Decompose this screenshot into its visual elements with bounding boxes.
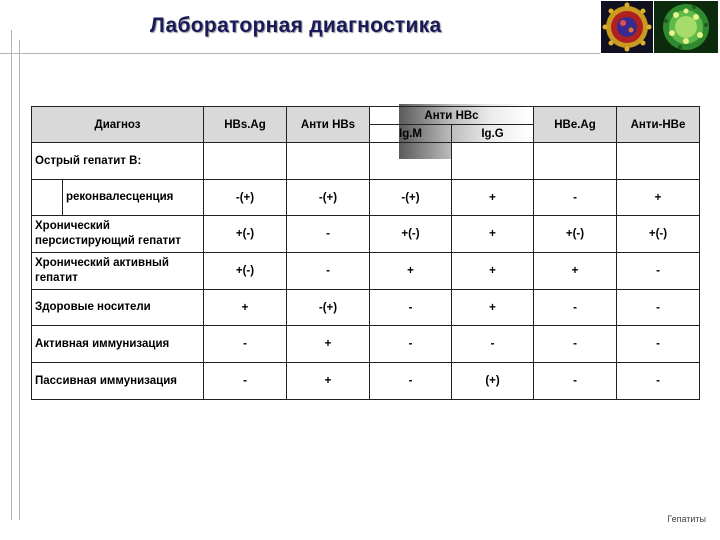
cell-anti-hbs: -(+) [287, 180, 370, 216]
cell-hbeag: - [534, 363, 617, 400]
cell-igg: + [452, 216, 534, 253]
slide-footer: Гепатиты [667, 514, 706, 524]
cell-igm: - [370, 363, 452, 400]
cell-igg: + [452, 290, 534, 326]
header-hbsag: HBs.Ag [204, 107, 287, 143]
cell-hbeag: - [534, 180, 617, 216]
cell-hbsag [204, 143, 287, 180]
cell-anti-hbe: + [617, 180, 700, 216]
row-label: Хронический персистирующий гепатит [32, 216, 204, 253]
slide-title: Лабораторная диагностика [150, 14, 442, 37]
cell-anti-hbe: - [617, 253, 700, 290]
header-igm: Ig.M [370, 125, 452, 143]
cell-igg: + [452, 180, 534, 216]
table-row [32, 143, 700, 180]
row-label: Хронический активный гепатит [32, 253, 204, 290]
table-row [32, 363, 700, 400]
row-label: Острый гепатит В: [32, 143, 204, 180]
cell-igm: - [370, 290, 452, 326]
cell-anti-hbe: - [617, 363, 700, 400]
cell-anti-hbe: - [617, 290, 700, 326]
cell-anti-hbe [617, 143, 700, 180]
header-anti-hbc: Анти HBc [370, 107, 534, 125]
header-anti-hbs: Анти HBs [287, 107, 370, 143]
header-igg: Ig.G [452, 125, 534, 143]
row-indent-spacer [32, 180, 63, 215]
cell-hbeag: - [534, 326, 617, 363]
cell-igg: + [452, 253, 534, 290]
cell-igg [452, 143, 534, 180]
table-row [32, 290, 700, 326]
cell-anti-hbe: - [617, 326, 700, 363]
cell-hbsag: +(-) [204, 216, 287, 253]
cell-hbeag [534, 143, 617, 180]
diagnostics-table [31, 106, 700, 400]
row-label [32, 180, 204, 216]
cell-igg: - [452, 326, 534, 363]
cell-hbsag: + [204, 290, 287, 326]
cell-anti-hbs: + [287, 326, 370, 363]
cell-igm [370, 143, 452, 180]
table-row [32, 326, 700, 363]
cell-igm: +(-) [370, 216, 452, 253]
virus-image-1 [601, 1, 653, 53]
cell-hbsag: -(+) [204, 180, 287, 216]
row-label: Здоровые носители [32, 290, 204, 326]
row-label-text: реконвалесценция [66, 191, 174, 203]
table-row [32, 253, 700, 290]
slide-vertical-rule-2 [19, 40, 20, 520]
cell-igm: -(+) [370, 180, 452, 216]
header-hbeag: HBe.Ag [534, 107, 617, 143]
cell-igm: - [370, 326, 452, 363]
cell-anti-hbs: -(+) [287, 290, 370, 326]
row-label: Активная иммунизация [32, 326, 204, 363]
cell-hbeag: + [534, 253, 617, 290]
cell-anti-hbs [287, 143, 370, 180]
cell-hbsag: - [204, 363, 287, 400]
cell-igm: + [370, 253, 452, 290]
cell-anti-hbs: + [287, 363, 370, 400]
cell-igg: (+) [452, 363, 534, 400]
table-row [32, 180, 700, 216]
row-label: Пассивная иммунизация [32, 363, 204, 400]
slide-vertical-rule-1 [11, 30, 12, 520]
cell-anti-hbe: +(-) [617, 216, 700, 253]
cell-hbsag: +(-) [204, 253, 287, 290]
cell-hbeag: - [534, 290, 617, 326]
cell-anti-hbs: - [287, 253, 370, 290]
table-header-row [32, 107, 700, 125]
cell-hbsag: - [204, 326, 287, 363]
virus-image-2 [654, 1, 718, 53]
slide-horizontal-rule [0, 53, 600, 54]
header-anti-hbe: Анти-HBe [617, 107, 700, 143]
cell-hbeag: +(-) [534, 216, 617, 253]
header-diagnosis: Диагноз [32, 107, 204, 143]
table-row [32, 216, 700, 253]
cell-anti-hbs: - [287, 216, 370, 253]
